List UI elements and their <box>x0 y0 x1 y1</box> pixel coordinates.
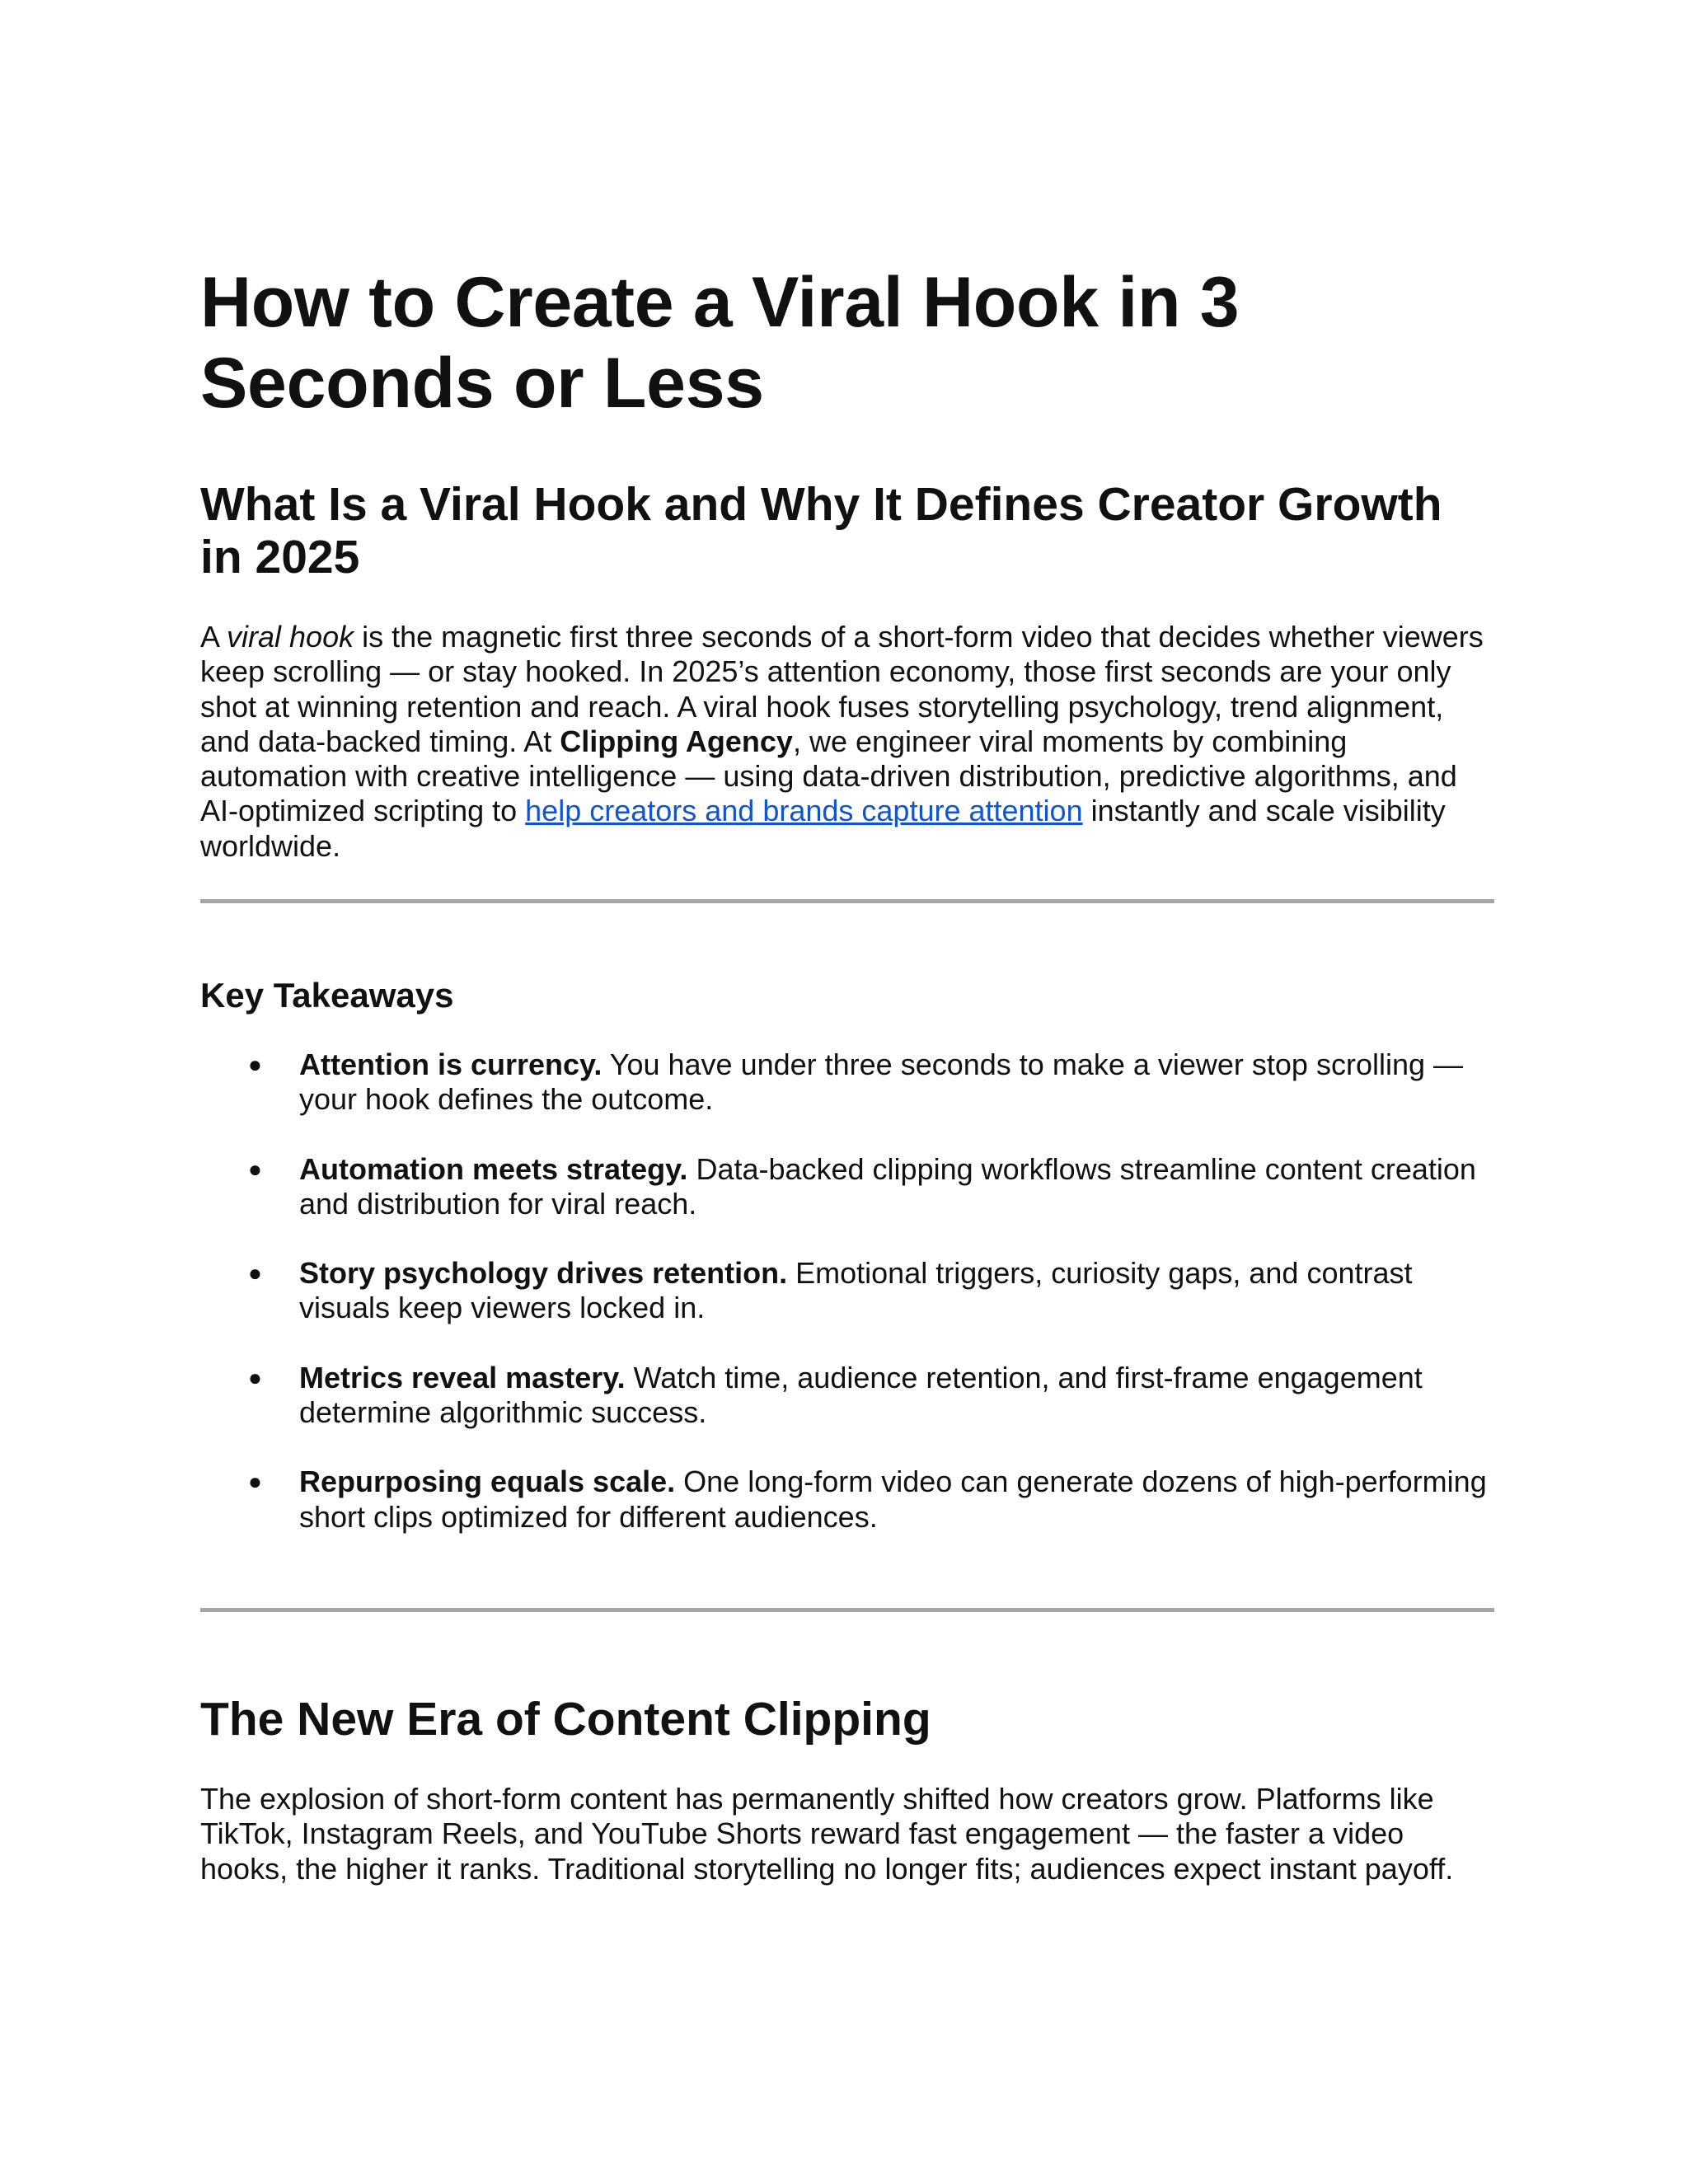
content-clipping-paragraph: The explosion of short-form content has permanently shifted how creators grow. Platforms like TikTok, Instagram Reels, and YouTube Shorts reward fast engagement — the faster a video hooks, the higher it ranks. Traditional storytelling no longer fits; audiences expect instant payoff. <box>200 1782 1454 1886</box>
takeaway-title: Attention is currency. <box>299 1047 603 1081</box>
intro-term: viral hook <box>227 620 354 654</box>
takeaway-title: Automation meets strategy. <box>299 1151 688 1186</box>
list-item <box>200 1361 1494 1431</box>
intro-text-3: instantly and scale visibility worldwide. <box>200 794 1446 863</box>
list-item <box>200 1465 1494 1535</box>
bullet-icon: ● <box>248 1260 262 1286</box>
bullet-icon: ● <box>248 1155 262 1182</box>
list-item <box>200 1047 1494 1118</box>
section-heading-content-clipping: The New Era of Content Clipping <box>200 1693 931 1746</box>
page-title: How to Create a Viral Hook in 3 Seconds or Less <box>200 263 1240 423</box>
takeaway-title: Story psychology drives retention. <box>299 1256 788 1291</box>
takeaway-text: Data-backed clipping workflows streamline content creation and distribution for viral reach. <box>299 1151 1476 1221</box>
takeaway-text: Emotional triggers, curiosity gaps, and contrast visuals keep viewers locked in. <box>299 1256 1413 1325</box>
intro-text-2: , we engineer viral moments by combining automation with creative intelligence — using data-driven distribution, predictive algorithms, and AI-optimized scripting to <box>200 724 1457 828</box>
takeaway-text: One long-form video can generate dozens of high-performing short clips optimized for different audiences. <box>299 1465 1487 1534</box>
intro-lead: A <box>200 620 227 654</box>
list-item <box>200 1256 1494 1326</box>
bullet-icon: ● <box>248 1469 262 1495</box>
takeaway-text: Watch time, audience retention, and first-frame engagement determine algorithmic success. <box>299 1360 1423 1430</box>
intro-brand: Clipping Agency <box>560 724 793 758</box>
intro-text-1: is the magnetic first three seconds of a short-form video that decides whether viewers keep scrolling — or stay hooked. In 2025’s attention economy, those first seconds are your only shot at winning retention and reach. A viral hook fuses storytelling psychology, trend alignment, and data-backed timing. At <box>200 620 1484 758</box>
horizontal-divider <box>200 899 1494 903</box>
horizontal-divider <box>200 1608 1494 1612</box>
takeaway-title: Metrics reveal mastery. <box>299 1360 626 1394</box>
bullet-icon: ● <box>248 1364 262 1390</box>
bullet-icon: ● <box>248 1052 262 1077</box>
takeaway-text: You have under three seconds to make a viewer stop scrolling — your hook defines the outcome. <box>299 1047 1464 1117</box>
key-takeaways-list <box>200 1047 1494 1569</box>
intro-paragraph <box>200 620 1498 864</box>
list-item <box>200 1152 1494 1222</box>
takeaway-title: Repurposing equals scale. <box>299 1465 676 1499</box>
key-takeaways-heading: Key Takeaways <box>200 976 454 1015</box>
section-heading-viral-hook: What Is a Viral Hook and Why It Defines Creator Growth in 2025 <box>200 478 1442 583</box>
capture-attention-link[interactable]: help creators and brands capture attention <box>525 794 1083 828</box>
